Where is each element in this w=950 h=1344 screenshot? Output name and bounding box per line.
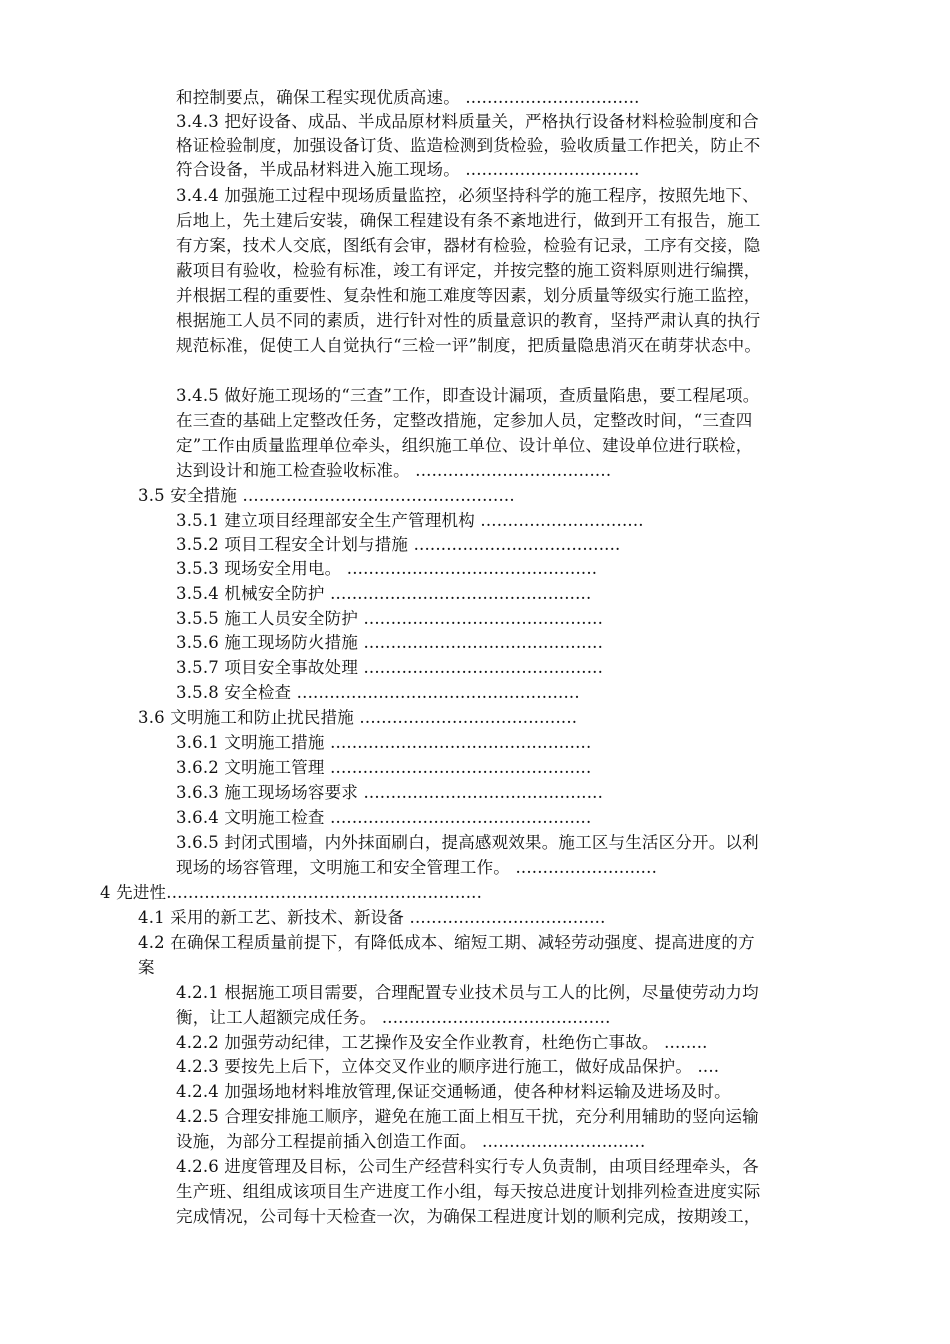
text-line-3-4-5: 3.4.5 做好施工现场的“三查”工作，即查设计漏项，查质量陷患，要工程尾项。: [176, 386, 760, 405]
toc-entry-3-6-5: 3.6.5 封闭式围墙，内外抹面刷白，提高感观效果。施工区与生活区分开。以利: [176, 833, 759, 852]
toc-heading-3-5: 3.5 安全措施 ..................................................: [138, 486, 515, 505]
text-line: 蔽项目有验收，检验有标准，竣工有评定，并按完整的施工资料原则进行编撰，: [176, 261, 761, 280]
toc-entry-3-6-2: 3.6.2 文明施工管理 ................................................: [176, 758, 592, 777]
toc-entry-3-5-1: 3.5.1 建立项目经理部安全生产管理机构 ..............................: [176, 511, 644, 530]
text-line-4-2-3: 4.2.3 要按先上后下，立体交叉作业的顺序进行施工，做好成品保护。 ....: [176, 1057, 720, 1076]
text-line-3-4-3: 3.4.3 把好设备、成品、半成品原材料质量关，严格执行设备材料检验制度和合: [176, 112, 759, 131]
text-line: 达到设计和施工检查验收标准。 ....................................: [176, 461, 612, 480]
text-line: 案: [138, 958, 155, 977]
toc-entry-3-6-4: 3.6.4 文明施工检查 ................................................: [176, 808, 592, 827]
text-line-4-2-1: 4.2.1 根据施工项目需要，合理配置专业技术员与工人的比例，尽量使劳动力均: [176, 983, 759, 1002]
text-line: 规范标准，促使工人自觉执行“三检一评”制度，把质量隐患消灭在萌芽状态中。: [176, 336, 762, 355]
text-line: 完成情况，公司每十天检查一次，为确保工程进度计划的顺利完成，按期竣工，: [176, 1207, 761, 1226]
toc-heading-4: 4 先进性..........................................................: [100, 883, 483, 902]
text-line-4-2-4: 4.2.4 加强场地材料堆放管理,保证交通畅通，使各种材料运输及进场及时。: [176, 1082, 731, 1101]
toc-entry-3-5-7: 3.5.7 项目安全事故处理 ............................................: [176, 658, 604, 677]
text-line: 有方案，技术人交底，图纸有会审，器材有检验，检验有记录，工序有交接，隐: [176, 236, 761, 255]
toc-entry-3-6-1: 3.6.1 文明施工措施 ................................................: [176, 733, 592, 752]
text-line: 定”工作由质量监理单位牵头，组织施工单位、设计单位、建设单位进行联检，: [176, 436, 753, 455]
toc-entry-3-5-5: 3.5.5 施工人员安全防护 ............................................: [176, 609, 604, 628]
text-line-4-2-5: 4.2.5 合理安排施工顺序，避免在施工面上相互干扰，充分利用辅助的竖向运输: [176, 1107, 759, 1126]
toc-heading-4-2: 4.2 在确保工程质量前提下，有降低成本、缩短工期、减轻劳动强度、提高进度的方: [138, 933, 755, 952]
text-line: 符合设备，半成品材料进入施工现场。 ................................: [176, 160, 640, 179]
text-line: 并根据工程的重要性、复杂性和施工难度等因素，划分质量等级实行施工监控，: [176, 286, 761, 305]
toc-heading-3-6: 3.6 文明施工和防止扰民措施 ........................................: [138, 708, 578, 727]
toc-entry-3-6-3: 3.6.3 施工现场场容要求 ............................................: [176, 783, 604, 802]
toc-entry-3-5-2: 3.5.2 项目工程安全计划与措施 ......................................: [176, 535, 621, 554]
text-line-4-2-2: 4.2.2 加强劳动纪律，工艺操作及安全作业教育，杜绝伤亡事故。 ........: [176, 1033, 708, 1052]
text-line-4-2-6: 4.2.6 进度管理及目标，公司生产经营科实行专人负责制，由项目经理牵头，各: [176, 1157, 759, 1176]
text-line: 生产班、组组成该项目生产进度工作小组，每天按总进度计划排列检查进度实际: [176, 1182, 761, 1201]
text-line: 设施，为部分工程提前插入创造工作面。 ..............................: [176, 1132, 646, 1151]
text-line: 在三查的基础上定整改任务，定整改措施，定参加人员，定整改时间，“三查四: [176, 411, 753, 430]
text-line: 和控制要点，确保工程实现优质高速。 ................................: [176, 88, 640, 107]
text-line: 根据施工人员不同的素质，进行针对性的质量意识的教育，坚持严肃认真的执行: [176, 311, 761, 330]
toc-entry-3-5-8: 3.5.8 安全检查 ....................................................: [176, 683, 580, 702]
text-line: 后地上，先土建后安装，确保工程建设有条不紊地进行，做到开工有报告，施工: [176, 211, 761, 230]
text-line: 格证检验制度，加强设备订货、监造检测到货检验，验收质量工作把关，防止不: [176, 136, 761, 155]
toc-entry-3-5-4: 3.5.4 机械安全防护 ................................................: [176, 584, 592, 603]
text-line: 现场的场容管理，文明施工和安全管理工作。 ..........................: [176, 858, 658, 877]
text-line-3-4-4: 3.4.4 加强施工过程中现场质量监控，必须坚持科学的施工程序，按照先地下、: [176, 186, 759, 205]
text-line: 衡，让工人超额完成任务。 ..........................................: [176, 1008, 611, 1027]
toc-heading-4-1: 4.1 采用的新工艺、新技术、新设备 ....................................: [138, 908, 606, 927]
toc-entry-3-5-6: 3.5.6 施工现场防火措施 ............................................: [176, 633, 604, 652]
toc-entry-3-5-3: 3.5.3 现场安全用电。 ..............................................: [176, 559, 598, 578]
